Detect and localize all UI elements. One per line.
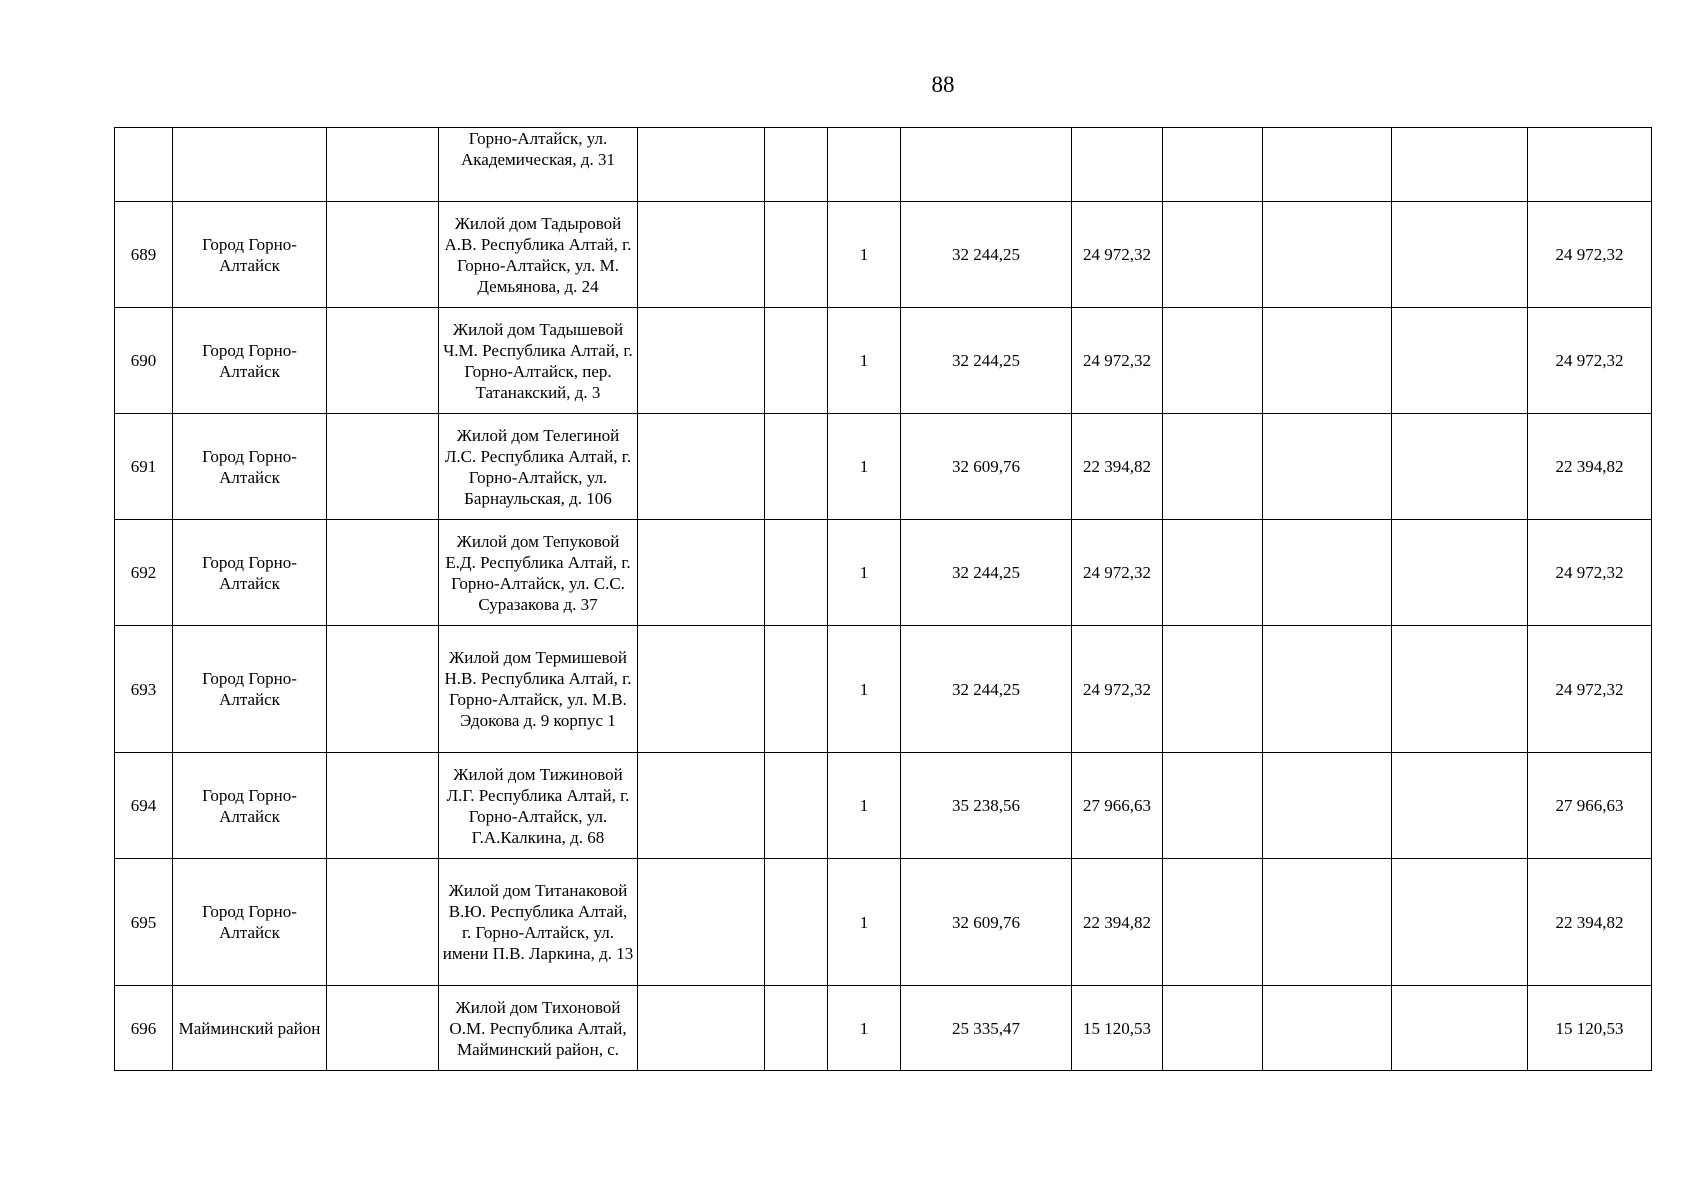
cell-cost: 25 335,47	[901, 986, 1072, 1071]
cell-count	[765, 520, 828, 626]
cell-empty-4	[1163, 414, 1263, 520]
cell-empty-1	[327, 202, 439, 308]
cell-address: Жилой дом Титанаковой В.Ю. Республика Алтай, г. Горно-Алтайск, ул. имени П.В. Ларкина, д. 13	[439, 859, 638, 986]
cell-cost: 32 244,25	[901, 626, 1072, 753]
cell-municipality	[173, 128, 327, 202]
cell-total	[1528, 128, 1652, 202]
cell-num: 695	[115, 859, 173, 986]
cell-cost: 32 244,25	[901, 202, 1072, 308]
cell-address: Жилой дом Тижиновой Л.Г. Республика Алтай, г. Горно-Алтайск, ул. Г.А.Калкина, д. 68	[439, 753, 638, 859]
cell-empty-6	[1392, 202, 1528, 308]
cell-num: 689	[115, 202, 173, 308]
cell-municipality: Город Горно-Алтайск	[173, 308, 327, 414]
cell-num: 692	[115, 520, 173, 626]
table-row	[115, 414, 1652, 520]
cell-amount: 24 972,32	[1072, 626, 1163, 753]
cell-municipality: Город Горно-Алтайск	[173, 859, 327, 986]
cell-empty-2	[638, 414, 765, 520]
cell-cost: 32 609,76	[901, 414, 1072, 520]
cell-empty-6	[1392, 626, 1528, 753]
cell-count	[765, 859, 828, 986]
cell-total: 15 120,53	[1528, 986, 1652, 1071]
cell-total: 24 972,32	[1528, 202, 1652, 308]
cell-empty-2	[638, 859, 765, 986]
table-row	[115, 859, 1652, 986]
cell-empty-2	[638, 986, 765, 1071]
cell-empty-5	[1263, 986, 1392, 1071]
register-table	[114, 127, 1652, 1071]
cell-address: Жилой дом Телегиной Л.С. Республика Алтай, г. Горно-Алтайск, ул. Барнаульская, д. 106	[439, 414, 638, 520]
cell-empty-2	[638, 753, 765, 859]
cell-empty-5	[1263, 859, 1392, 986]
cell-address: Жилой дом Тепуковой Е.Д. Республика Алтай, г. Горно-Алтайск, ул. С.С. Суразакова д. 37	[439, 520, 638, 626]
table-row	[115, 626, 1652, 753]
cell-empty-2	[638, 626, 765, 753]
table-row	[115, 753, 1652, 859]
cell-address: Жилой дом Тадышевой Ч.М. Республика Алтай, г. Горно-Алтайск, пер. Татанакский, д. 3	[439, 308, 638, 414]
cell-amount: 24 972,32	[1072, 520, 1163, 626]
cell-empty-6	[1392, 520, 1528, 626]
cell-cost: 32 244,25	[901, 308, 1072, 414]
cell-address: Горно-Алтайск, ул. Академическая, д. 31	[439, 128, 638, 202]
table-row-continuation	[115, 128, 1652, 202]
cell-count-value: 1	[828, 520, 901, 626]
cell-empty-4	[1163, 128, 1263, 202]
cell-count-value: 1	[828, 753, 901, 859]
table-row	[115, 308, 1652, 414]
cell-num	[115, 128, 173, 202]
cell-count	[765, 308, 828, 414]
cell-empty-5	[1263, 414, 1392, 520]
cell-empty-1	[327, 308, 439, 414]
cell-empty-1	[327, 128, 439, 202]
cell-empty-4	[1163, 202, 1263, 308]
cell-count-value: 1	[828, 414, 901, 520]
cell-total: 22 394,82	[1528, 414, 1652, 520]
cell-amount: 24 972,32	[1072, 308, 1163, 414]
cell-empty-3	[828, 128, 901, 202]
cell-empty-4	[1163, 753, 1263, 859]
cell-empty-5	[1263, 753, 1392, 859]
cell-empty-5	[1263, 128, 1392, 202]
page-number: 88	[931, 72, 955, 97]
cell-count	[765, 626, 828, 753]
cell-empty-1	[327, 414, 439, 520]
cell-total: 24 972,32	[1528, 626, 1652, 753]
cell-num: 694	[115, 753, 173, 859]
cell-count-value: 1	[828, 626, 901, 753]
cell-total: 24 972,32	[1528, 308, 1652, 414]
cell-count	[765, 753, 828, 859]
cell-count-value: 1	[828, 308, 901, 414]
cell-count	[765, 414, 828, 520]
cell-empty-6	[1392, 753, 1528, 859]
cell-total: 24 972,32	[1528, 520, 1652, 626]
cell-address: Жилой дом Тадыровой А.В. Республика Алтай, г. Горно-Алтайск, ул. М. Демьянова, д. 24	[439, 202, 638, 308]
cell-empty-1	[327, 859, 439, 986]
cell-cost: 32 244,25	[901, 520, 1072, 626]
cell-empty-5	[1263, 520, 1392, 626]
cell-empty-6	[1392, 986, 1528, 1071]
cell-amount	[1072, 128, 1163, 202]
cell-empty-5	[1263, 626, 1392, 753]
cell-empty-6	[1392, 308, 1528, 414]
table-row	[115, 202, 1652, 308]
cell-address: Жилой дом Термишевой Н.В. Республика Алтай, г. Горно-Алтайск, ул. М.В. Эдокова д. 9 корпус 1	[439, 626, 638, 753]
cell-num: 693	[115, 626, 173, 753]
table-row	[115, 986, 1652, 1071]
cell-empty-4	[1163, 626, 1263, 753]
cell-empty-4	[1163, 308, 1263, 414]
cell-amount: 22 394,82	[1072, 414, 1163, 520]
cell-amount: 15 120,53	[1072, 986, 1163, 1071]
cell-empty-6	[1392, 128, 1528, 202]
cell-empty-1	[327, 520, 439, 626]
cell-municipality: Город Горно-Алтайск	[173, 520, 327, 626]
cell-municipality: Майминский район	[173, 986, 327, 1071]
cell-empty-6	[1392, 859, 1528, 986]
cell-cost: 35 238,56	[901, 753, 1072, 859]
cell-empty-1	[327, 986, 439, 1071]
cell-cost	[901, 128, 1072, 202]
cell-empty-2	[638, 128, 765, 202]
cell-count-value: 1	[828, 202, 901, 308]
cell-municipality: Город Горно-Алтайск	[173, 626, 327, 753]
cell-empty-4	[1163, 986, 1263, 1071]
cell-count	[765, 202, 828, 308]
cell-total: 22 394,82	[1528, 859, 1652, 986]
table-row	[115, 520, 1652, 626]
cell-empty-1	[327, 626, 439, 753]
cell-total: 27 966,63	[1528, 753, 1652, 859]
cell-empty-4	[1163, 520, 1263, 626]
cell-count-value: 1	[828, 859, 901, 986]
cell-amount: 24 972,32	[1072, 202, 1163, 308]
cell-empty-2	[638, 202, 765, 308]
cell-empty-5	[1263, 308, 1392, 414]
cell-empty-4	[1163, 859, 1263, 986]
cell-amount: 22 394,82	[1072, 859, 1163, 986]
cell-empty-1	[327, 753, 439, 859]
cell-num: 690	[115, 308, 173, 414]
cell-num: 696	[115, 986, 173, 1071]
cell-empty-5	[1263, 202, 1392, 308]
cell-count-value: 1	[828, 986, 901, 1071]
cell-empty-2	[638, 520, 765, 626]
cell-amount: 27 966,63	[1072, 753, 1163, 859]
cell-municipality: Город Горно-Алтайск	[173, 753, 327, 859]
cell-municipality: Город Горно-Алтайск	[173, 202, 327, 308]
cell-num: 691	[115, 414, 173, 520]
cell-count	[765, 128, 828, 202]
cell-count	[765, 986, 828, 1071]
cell-cost: 32 609,76	[901, 859, 1072, 986]
cell-address: Жилой дом Тихоновой О.М. Республика Алтай, Майминский район, с.	[439, 986, 638, 1071]
cell-municipality: Город Горно-Алтайск	[173, 414, 327, 520]
cell-empty-6	[1392, 414, 1528, 520]
cell-empty-2	[638, 308, 765, 414]
